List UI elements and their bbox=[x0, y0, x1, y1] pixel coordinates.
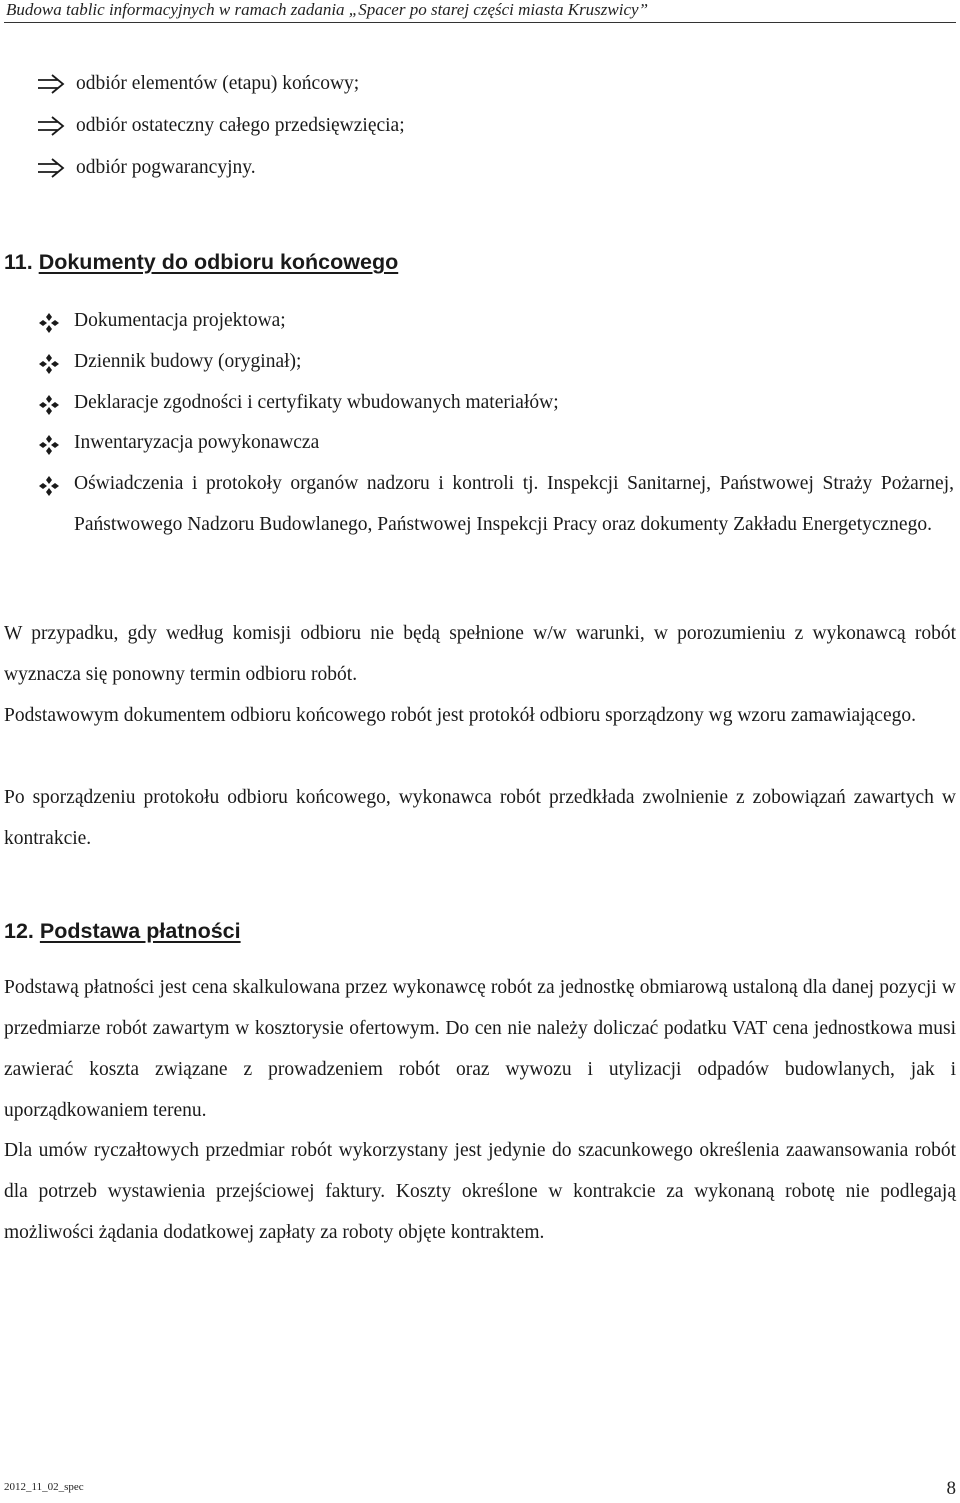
diamond-bullet-icon bbox=[38, 312, 60, 334]
list-item bbox=[38, 309, 286, 341]
section-heading-11 bbox=[4, 250, 398, 275]
page-header bbox=[4, 0, 956, 23]
paragraph: Podstawą płatności jest cena skalkulowana przez wykonawcę robót za jednostkę obmiarową ustaloną dla danej pozycji w przedmiarze robót zawartym w kosztorysie ofertowym. Do cen nie należy doliczać podatku VAT cena jednostkowa musi zawierać koszta związane z prowadzeniem robót oraz wywozu i utylizacji odpadów budowlanych, jak i uporządkowaniem terenu. bbox=[4, 977, 956, 1121]
list-item bbox=[36, 111, 405, 141]
paragraph: Dla umów ryczałtowych przedmiar robót wykorzystany jest jedynie do szacunkowego określenia zaawansowania robót dla potrzeb wystawienia przejściowej faktury. Koszty określone w kontrakcie za wykonaną robotę nie podlegają możliwości żądania dodatkowej zapłaty za roboty objęte kontraktem. bbox=[4, 1140, 956, 1243]
diamond-bullet-icon bbox=[38, 353, 60, 375]
list-item-text: Inwentaryzacja powykonawcza bbox=[74, 432, 320, 453]
section-number: 11. bbox=[4, 250, 33, 274]
section-title: Podstawa płatności bbox=[39, 919, 241, 943]
list-item-text: odbiór pogwarancyjny. bbox=[76, 157, 256, 178]
section-heading-12 bbox=[4, 919, 241, 944]
list-item-text: Dziennik budowy (oryginał); bbox=[74, 351, 302, 372]
double-arrow-icon bbox=[36, 157, 66, 179]
paragraph: Po sporządzeniu protokołu odbioru końcowego, wykonawca robót przedkłada zwolnienie z zobowiązań zawartych w kontrakcie. bbox=[4, 787, 956, 849]
footer-file-label: 2012_11_02_spec bbox=[4, 1481, 84, 1493]
page-number: 8 bbox=[946, 1478, 956, 1499]
list-item bbox=[38, 472, 956, 545]
diamond-bullet-icon bbox=[38, 434, 60, 456]
list-item-text: Oświadczenia i protokoły organów nadzoru i kontroli tj. Inspekcji Sanitarnej, Państwowej Straży Pożarnej, Państwowego Nadzoru Budowlanego, Państwowej Inspekcji Pracy oraz dokumenty Zakładu Energetycznego. bbox=[74, 473, 954, 535]
list-item bbox=[38, 350, 301, 382]
list-item-text: Deklaracje zgodności i certyfikaty wbudowanych materiałów; bbox=[74, 392, 559, 413]
header-title: Budowa tablic informacyjnych w ramach zadania „Spacer po starej części miasta Kruszwicy” bbox=[6, 0, 649, 19]
paragraph: Podstawowym dokumentem odbioru końcowego robót jest protokół odbioru sporządzony wg wzoru zamawiającego. bbox=[4, 705, 916, 726]
list-item bbox=[38, 431, 319, 463]
section-title: Dokumenty do odbioru końcowego bbox=[38, 250, 399, 274]
list-item bbox=[36, 69, 359, 99]
list-item bbox=[38, 391, 559, 423]
diamond-bullet-icon bbox=[38, 475, 60, 497]
list-item bbox=[36, 153, 256, 183]
section-number: 12. bbox=[4, 919, 34, 943]
list-item-text: odbiór ostateczny całego przedsięwzięcia; bbox=[76, 115, 405, 136]
list-item-text: odbiór elementów (etapu) końcowy; bbox=[76, 73, 360, 94]
diamond-bullet-icon bbox=[38, 394, 60, 416]
double-arrow-icon bbox=[36, 73, 66, 95]
paragraph: W przypadku, gdy według komisji odbioru nie będą spełnione w/w warunki, w porozumieniu z wykonawcą robót wyznacza się ponowny termin odbioru robót. bbox=[4, 623, 956, 685]
double-arrow-icon bbox=[36, 115, 66, 137]
list-item-text: Dokumentacja projektowa; bbox=[74, 310, 286, 331]
